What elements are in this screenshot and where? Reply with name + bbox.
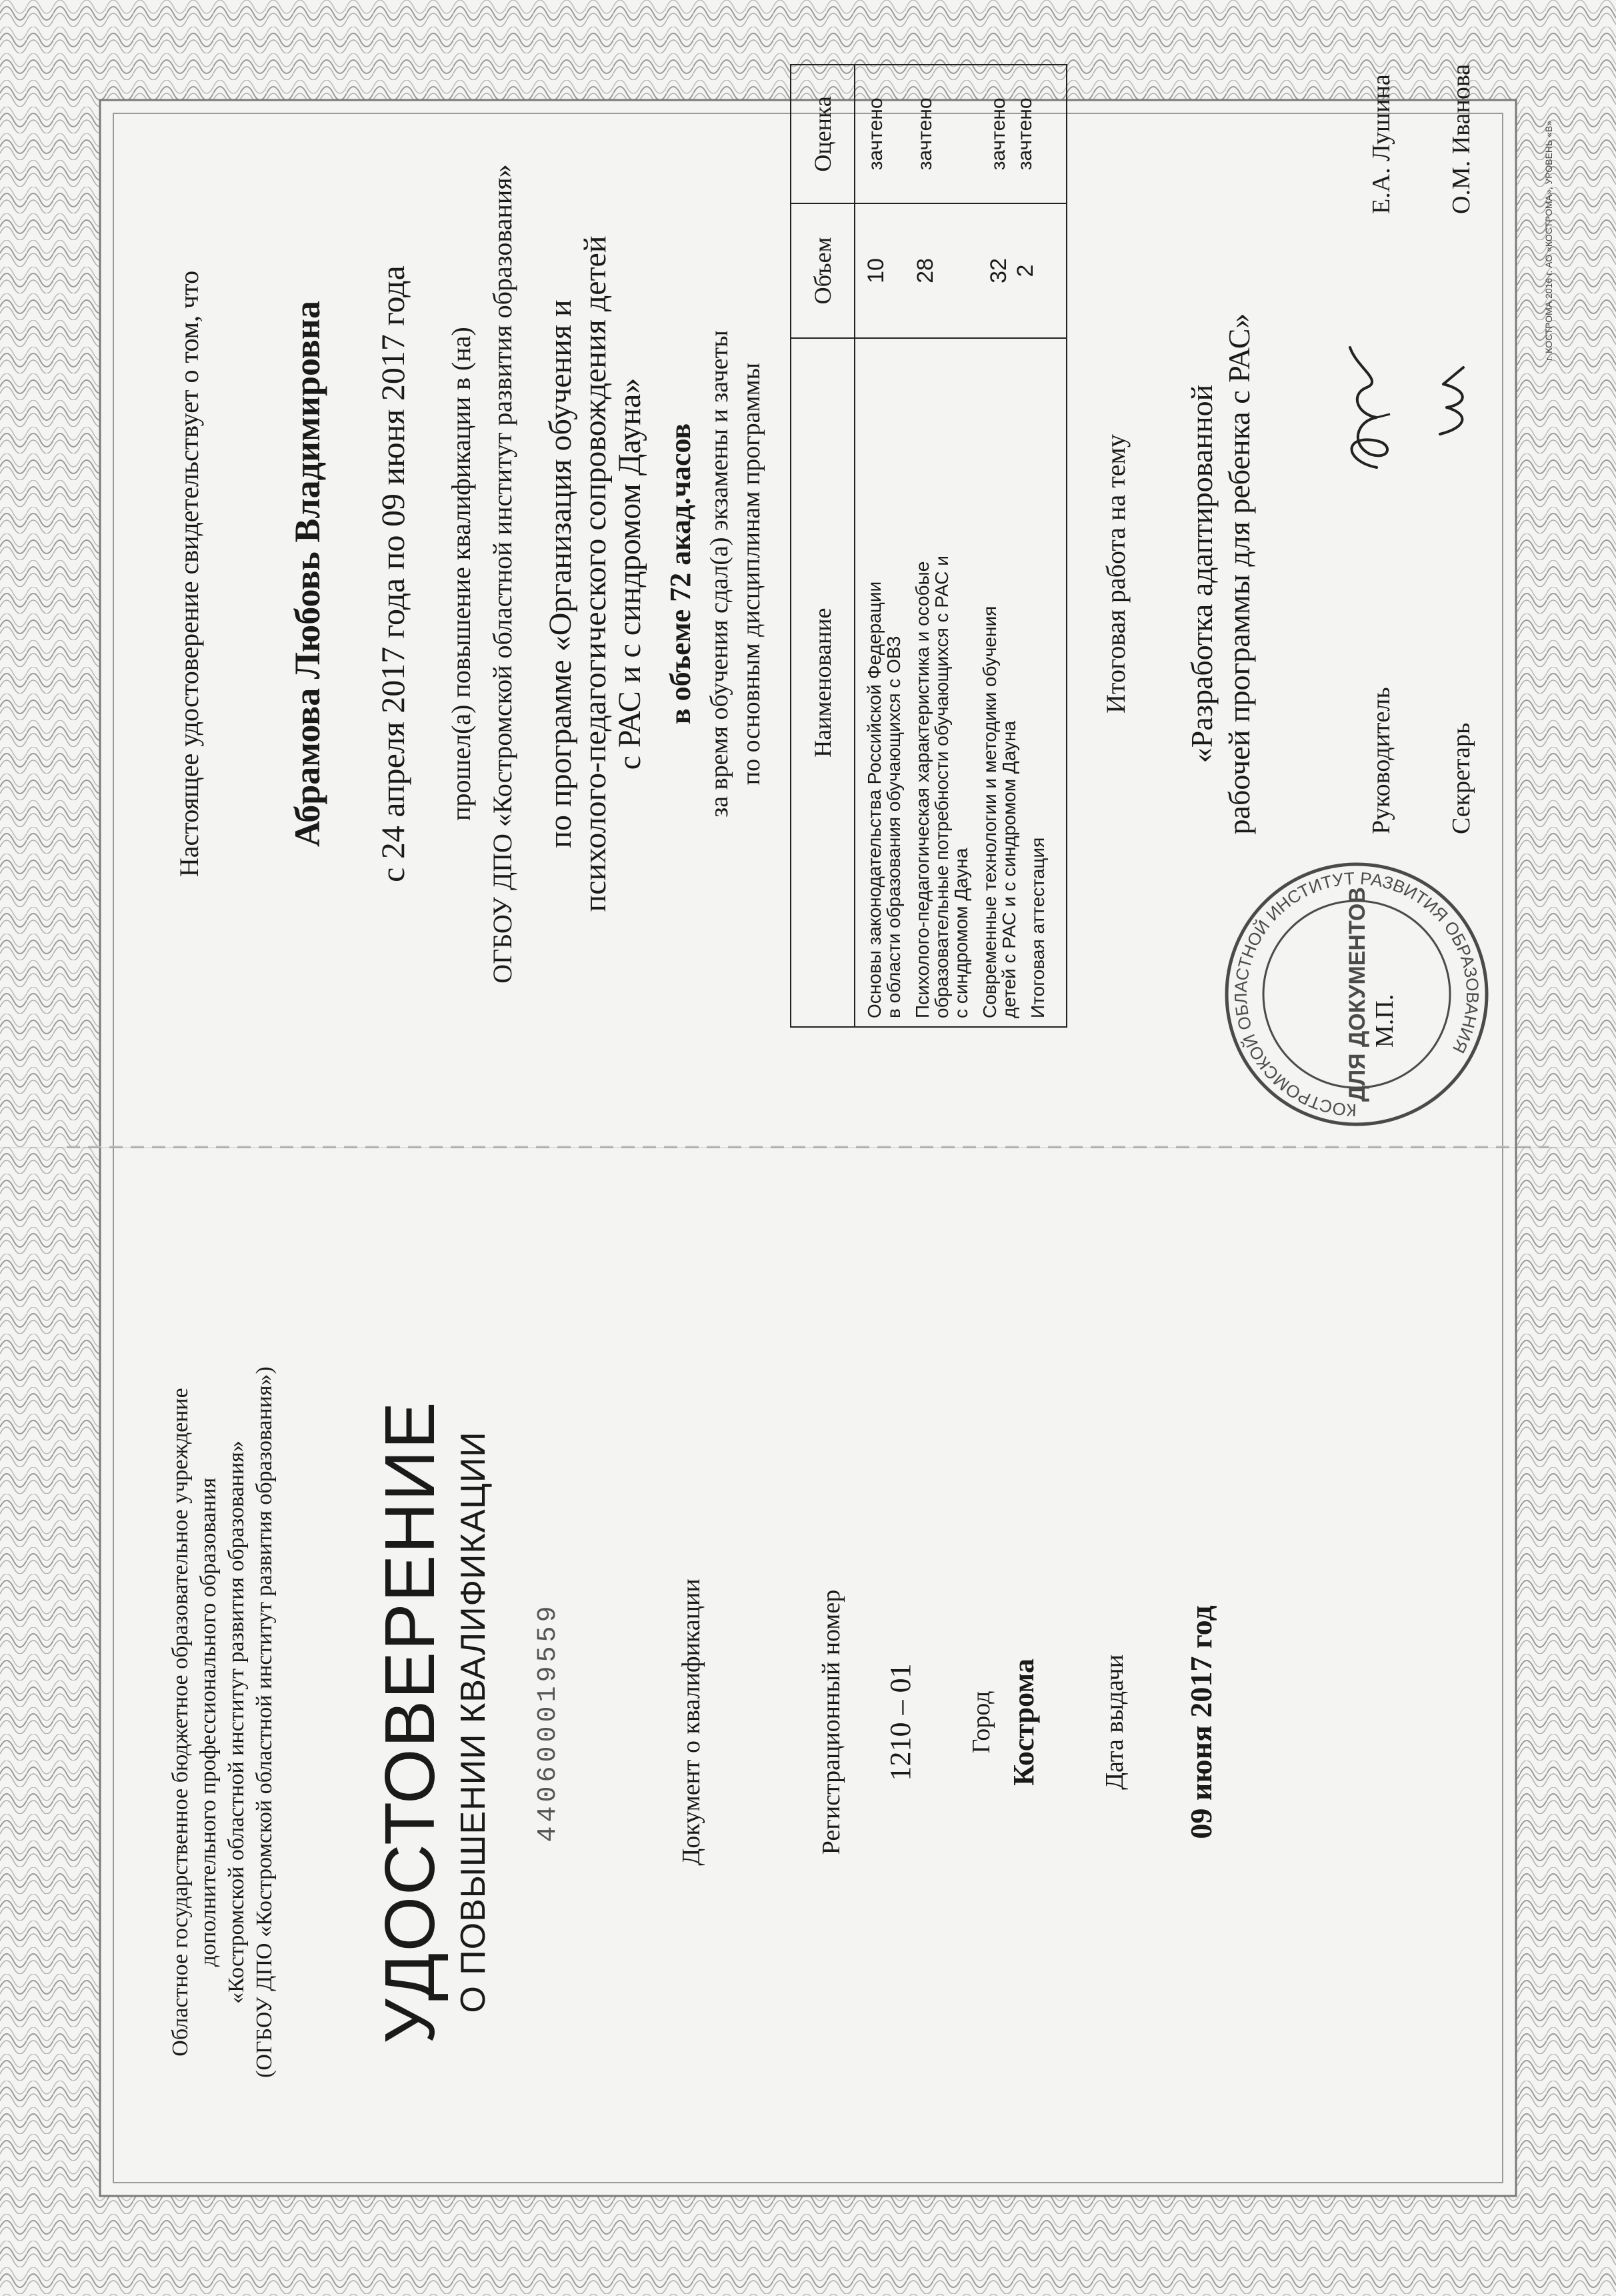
issue-date-label: Дата выдачи (1101, 1654, 1129, 1790)
issuing-organization: Областное государственное бюджетное образовательное учреждение дополнительного профессионального образования «Костромской областной институт развития образования» (ОГБОУ ДПО «Костромской областной институт развития образования») (168, 1366, 277, 2078)
subject-grades-cell (855, 65, 1067, 203)
program-volume: в объеме 72 акад.часов (664, 423, 697, 725)
header-name: Наименование (791, 338, 855, 1027)
serial-number: 440600019559 (533, 1602, 563, 1843)
header-grade: Оценка (791, 65, 855, 203)
secretary-name: О.М. Иванова (1447, 63, 1475, 214)
subject-names-cell (855, 338, 1067, 1027)
document-title: УДОСТОВЕРЕНИЕ (371, 1400, 449, 2044)
seal-outer-text: КОСТРОМСКОЙ ОБЛАСТНОЙ ИНСТИТУТ РАЗВИТИЯ ОБРАЗОВАНИЯ (1230, 868, 1483, 1121)
registration-number: 1210 – 01 (884, 1663, 917, 1781)
subject-volume: 32 (986, 258, 1011, 283)
table-header-row (791, 65, 855, 1027)
final-work-topic: «Разработка адаптированной рабочей программы для ребенка с РАС» (1185, 313, 1256, 835)
final-work-label: Итоговая работа на тему (1101, 434, 1131, 714)
subject-volume: 2 (1013, 264, 1038, 277)
subject-volume: 28 (913, 258, 938, 283)
left-page (0, 1148, 1616, 2296)
secretary-role: Секретарь (1447, 722, 1475, 834)
exams-text: за время обучения сдал(а) экзамены и зачеты по основным дисциплинам программы (705, 330, 765, 818)
document-subtitle: О ПОВЫШЕНИИ КВАЛИФИКАЦИИ (454, 1431, 493, 2013)
subject-grade: зачтено (914, 97, 936, 171)
head-signature (1330, 327, 1403, 481)
subject-name: Психолого-педагогическая характеристика и особые образовательные потребности обучающихся с РАС и с синдромом Дауна (912, 555, 971, 1018)
seal-place-label: М.П. (1371, 994, 1399, 1048)
subject-grade: зачтено (865, 97, 887, 171)
subject-name: Итоговая аттестация (1027, 837, 1048, 1018)
holder-name: Абрамова Любовь Владимировна (287, 301, 327, 847)
round-seal (1217, 854, 1497, 1134)
city-label: Город (967, 1690, 995, 1754)
training-period: с 24 апреля 2017 года по 09 июня 2017 года (374, 265, 411, 882)
subject-volumes-cell (855, 203, 1067, 339)
issue-date-value: 09 июня 2017 год (1184, 1605, 1218, 1839)
subject-grade: зачтено (1014, 97, 1036, 171)
printer-imprint: г. КОСТРОМА 2016 г. АО «КОСТРОМА», УРОВЕНЬ «В» (1543, 120, 1554, 361)
subject-volume: 10 (863, 258, 889, 283)
table-row (855, 65, 1067, 1027)
city-value: Кострома (1007, 1658, 1040, 1786)
subject-grade: зачтено (987, 97, 1009, 171)
head-role: Руководитель (1367, 687, 1395, 834)
subject-name: Основы законодательства Российской Федерации в области образования обучающихся с ОВЗ (864, 581, 904, 1018)
head-name: Е.А. Лушина (1367, 74, 1395, 214)
secretary-signature (1420, 354, 1480, 447)
program-title: по программе «Организация обучения и психолого-педагогического сопровождения детей с РАС и с синдромом Дауна» (543, 235, 647, 912)
subjects-table (790, 64, 1067, 1028)
document-type: Документ о квалификации (677, 1578, 705, 1866)
training-organization: ОГБОУ ДПО «Костромской областной институт развития образования» (487, 164, 517, 984)
header-volume: Объем (791, 203, 855, 339)
intro-text: Настоящее удостоверение свидетельствует о том, что (174, 270, 204, 878)
registration-label: Регистрационный номер (817, 1589, 845, 1855)
seal-inner-text: ДЛЯ ДОКУМЕНТОВ (1345, 887, 1370, 1102)
subject-name: Современные технологии и методики обучения детей с РАС и с синдромом Дауна (979, 606, 1019, 1018)
passed-text: прошел(а) повышение квалификации в (на) (446, 327, 476, 821)
